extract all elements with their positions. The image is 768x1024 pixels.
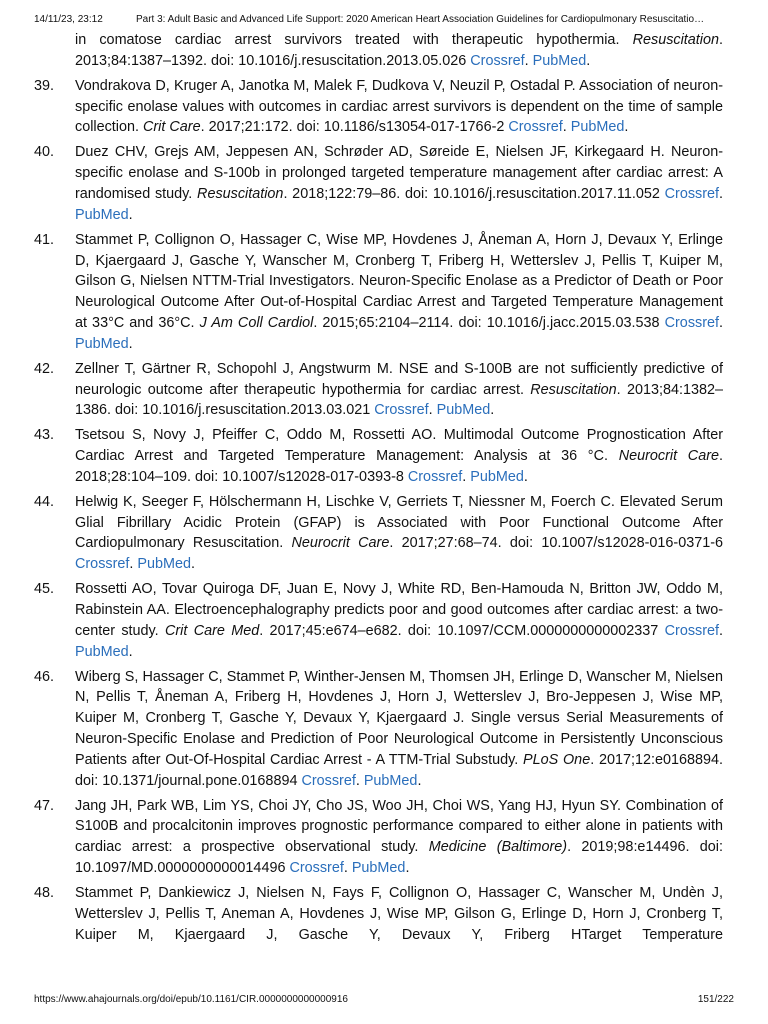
reference-text: Helwig K, Seeger F, Hölschermann H, Lischke V, Gerriets T, Niessner M, Foerch C. Elevated Serum Glial Fibrillary Acidic Protein (GFAP) is Associated with Poor Functional Outcome After Cardiopulmonary Resuscitation. Neurocrit Care. 2017;27:68–74. doi: 10.1007/s12028-016-0371-6 Crossref. PubMed.	[75, 493, 723, 573]
reference-details: . 2017;27:68–74. doi: 10.1007/s12028-016-0371-6	[389, 535, 723, 552]
journal-name: Medicine (Baltimore)	[428, 839, 568, 856]
reference-text: Wiberg S, Hassager C, Stammet P, Winther-Jensen M, Thomsen JH, Erlinge D, Wanscher M, Nielsen N, Pellis T, Åneman A, Friberg H, Hovdenes J, Horn J, Wetterslev J, Bro-Jeppesen J, Wise MP, Kuiper M, Cronberg T, Gasche Y, Devaux Y, Kjaergaard J. Single versus Serial Measurements of Neuron-Specific Enolase and Prediction of Poor Neurological Outcome in Persistently Unconscious Patients after Out-Of-Hospital Cardiac Arrest - A TTM-Trial Substudy. PLoS One. 2017;12:e0168894. doi: 10.1371/journal.pone.0168894 Crossref. PubMed.	[75, 668, 724, 789]
reference-item	[34, 667, 723, 792]
pubmed-link[interactable]: PubMed	[137, 556, 191, 573]
journal-name: Crit Care Med	[165, 622, 260, 639]
reference-number: 39.	[34, 77, 55, 94]
reference-text: Vondrakova D, Kruger A, Janotka M, Malek F, Dudkova V, Neuzil P, Ostadal P. Association of neuron-specific enolase values with outcomes in cardiac arrest survivors is dependent on the time of sample collection. Crit Care. 2017;21:172. doi: 10.1186/s13054-017-1766-2 Crossref. PubMed.	[75, 77, 723, 136]
reference-number: 44.	[34, 493, 55, 510]
reference-details: . 2017;12:e0168894. doi: 10.1371/journal.pone.0168894	[75, 751, 724, 789]
reference-details: . 2017;45:e674–e682. doi: 10.1097/CCM.0000000000002337	[259, 622, 659, 639]
pubmed-link[interactable]: PubMed	[75, 335, 129, 352]
reference-text: Zellner T, Gärtner R, Schopohl J, Angstwurm M. NSE and S-100B are not sufficiently predictive of neurologic outcome after therapeutic hypothermia for cardiac arrest. Resuscitation. 2013;84:1382–1386. doi: 10.1016/j.resuscitation.2013.03.021 Crossref. PubMed.	[75, 360, 724, 419]
reference-text: in comatose cardiac arrest survivors treated with therapeutic hypothermia. Resuscitation. 2013;84:1387–1392. doi: 10.1016/j.resuscitation.2013.05.026 Crossref. PubMed.	[75, 32, 723, 69]
reference-body: Wiberg S, Hassager C, Stammet P, Winther-Jensen M, Thomsen JH, Erlinge D, Wanscher M, Nielsen N, Pellis T, Åneman A, Friberg H, Hovdenes J, Horn J, Wetterslev J, Bro-Jeppesen J, Wise MP, Kuiper M, Cronberg T, Gasche Y, Devaux Y, Kjaergaard J. Single versus Serial Measurements of Neuron-Specific Enolase and Prediction of Poor Neurological Outcome in Persistently Unconscious Patients after Out-Of-Hospital Cardiac Arrest - A TTM-Trial Substudy.	[75, 668, 723, 768]
crossref-link[interactable]: Crossref	[407, 468, 463, 485]
reference-number: 46.	[34, 668, 55, 685]
pubmed-link[interactable]: PubMed	[351, 859, 406, 876]
reference-text: Tsetsou S, Novy J, Pfeiffer C, Oddo M, Rossetti AO. Multimodal Outcome Prognostication After Cardiac Arrest and Targeted Temperature Management: Analysis at 36 °C. Neurocrit Care. 2018;28:104–109. doi: 10.1007/s12028-017-0393-8 Crossref. PubMed.	[75, 427, 724, 485]
journal-name: Crit Care	[143, 119, 201, 136]
reference-text: Jang JH, Park WB, Lim YS, Choi JY, Cho JS, Woo JH, Choi WS, Yang HJ, Hyun SY. Combination of S100B and procalcitonin improves prognostic performance compared to either alone in patients with cardiac arrest: a prospective observational study. Medicine (Baltimore). 2019;98:e14496. doi: 10.1097/MD.0000000000014496 Crossref. PubMed.	[75, 797, 724, 876]
crossref-link[interactable]: Crossref	[664, 314, 719, 331]
reference-details: . 2013;84:1382–1386. doi: 10.1016/j.resuscitation.2013.03.021	[75, 381, 724, 419]
reference-number: 40.	[34, 144, 55, 161]
pubmed-link[interactable]: PubMed	[470, 468, 524, 485]
crossref-link[interactable]: Crossref	[374, 402, 429, 419]
journal-name: PLoS One	[523, 751, 591, 768]
crossref-link[interactable]: Crossref	[301, 772, 356, 789]
reference-body: Zellner T, Gärtner R, Schopohl J, Angstwurm M. NSE and S-100B are not sufficiently predictive of neurologic outcome after therapeutic hypothermia for cardiac arrest.	[75, 360, 723, 398]
pubmed-link[interactable]: PubMed	[570, 119, 625, 136]
page-number: 151/222	[697, 994, 734, 1005]
reference-details: . 2017;21:172. doi: 10.1186/s13054-017-1766-2	[200, 119, 505, 136]
reference-body: Tsetsou S, Novy J, Pfeiffer C, Oddo M, Rossetti AO. Multimodal Outcome Prognostication After Cardiac Arrest and Targeted Temperature Management: Analysis at 36 °C.	[75, 427, 723, 465]
reference-list	[34, 30, 723, 950]
reference-details: . 2018;28:104–109. doi: 10.1007/s12028-017-0393-8	[75, 448, 724, 485]
reference-details: . 2019;98:e14496. doi: 10.1097/MD.0000000000014496	[75, 839, 724, 876]
reference-number: 42.	[34, 360, 55, 377]
print-header	[34, 13, 734, 27]
reference-number: 43.	[34, 427, 55, 444]
reference-body: Stammet P, Dankiewicz J, Nielsen N, Fays F, Collignon O, Hassager C, Wanscher M, Undèn J, Wetterslev J, Pellis T, Aneman A, Hovdenes J, Wise MP, Gilson G, Erlinge D, Horn J, Cronberg T, Kuiper M, Kjaergaard J, Gasche Y, Devaux Y, Friberg HTarget Temperature	[75, 884, 723, 943]
reference-item	[34, 796, 723, 879]
reference-details: . 2013;84:1387–1392. doi: 10.1016/j.resuscitation.2013.05.026	[75, 32, 723, 69]
reference-text: Duez CHV, Grejs AM, Jeppesen AN, Schrøder AD, Søreide E, Nielsen JF, Kirkegaard H. Neuron-specific enolase and S-100b in prolonged targeted temperature management after cardiac arrest: A randomised study. Resuscitation. 2018;122:79–86. doi: 10.1016/j.resuscitation.2017.11.052 Crossref. PubMed.	[75, 144, 724, 223]
reference-body: Duez CHV, Grejs AM, Jeppesen AN, Schrøder AD, Søreide E, Nielsen JF, Kirkegaard H. Neuron-specific enolase and S-100b in prolonged targeted temperature management after cardiac arrest: A randomised study.	[75, 144, 723, 202]
reference-number: 45.	[34, 581, 55, 598]
crossref-link[interactable]: Crossref	[664, 622, 720, 639]
reference-item	[34, 883, 723, 945]
reference-item	[34, 425, 723, 487]
reference-number: 48.	[34, 884, 55, 901]
pubmed-link[interactable]: PubMed	[75, 206, 129, 223]
reference-text: Stammet P, Collignon O, Hassager C, Wise MP, Hovdenes J, Åneman A, Horn J, Devaux Y, Erlinge D, Kjaergaard J, Gasche Y, Wanscher M, Cronberg T, Friberg H, Wetterslev J, Pellis T, Kuiper M, Gilson G, Nielsen NTTM-Trial Investigators. Neuron-Specific Enolase as a Predictor of Death or Poor Neurological Outcome After Out-of-Hospital Cardiac Arrest and Targeted Temperature Management at 33°C and 36°C. J Am Coll Cardiol. 2015;65:2104–2114. doi: 10.1016/j.jacc.2015.03.538 Crossref. PubMed.	[75, 231, 723, 352]
reference-item	[34, 30, 723, 72]
print-title: Part 3: Adult Basic and Advanced Life Support: 2020 American Heart Association Guidelines for Cardiopulmonary Resuscitatio…	[136, 14, 705, 25]
crossref-link[interactable]: Crossref	[75, 556, 130, 573]
reference-body: Rossetti AO, Tovar Quiroga DF, Juan E, Novy J, White RD, Ben-Hamouda N, Britton JW, Oddo M, Rabinstein AA. Electroencephalography predicts poor and good outcomes after cardiac arrest: a two-center study.	[75, 581, 723, 639]
journal-name: J Am Coll Cardiol	[199, 314, 314, 331]
journal-name: Neurocrit Care	[618, 448, 720, 465]
reference-number: 47.	[34, 797, 55, 814]
reference-body: Vondrakova D, Kruger A, Janotka M, Malek F, Dudkova V, Neuzil P, Ostadal P. Association of neuron-specific enolase values with outcomes in cardiac arrest survivors is dependent on the time of sample collection.	[75, 77, 723, 136]
journal-name: Resuscitation	[632, 32, 719, 48]
reference-body: Helwig K, Seeger F, Hölschermann H, Lischke V, Gerriets T, Niessner M, Foerch C. Elevated Serum Glial Fibrillary Acidic Protein (GFAP) is Associated with Poor Functional Outcome After Cardiopulmonary Resuscitation.	[75, 493, 723, 552]
crossref-link[interactable]: Crossref	[470, 52, 525, 69]
crossref-link[interactable]: Crossref	[664, 185, 720, 202]
reference-number: 41.	[34, 231, 55, 248]
reference-details: . 2018;122:79–86. doi: 10.1016/j.resuscitation.2017.11.052	[283, 185, 660, 202]
reference-details: . 2015;65:2104–2114. doi: 10.1016/j.jacc.2015.03.538	[313, 314, 660, 331]
pubmed-link[interactable]: PubMed	[532, 52, 587, 69]
reference-body: Stammet P, Collignon O, Hassager C, Wise MP, Hovdenes J, Åneman A, Horn J, Devaux Y, Erlinge D, Kjaergaard J, Gasche Y, Wanscher M, Cronberg T, Friberg H, Wetterslev J, Pellis T, Kuiper M, Gilson G, Nielsen NTTM-Trial Investigators. Neuron-Specific Enolase as a Predictor of Death or Poor Neurological Outcome After Out-of-Hospital Cardiac Arrest and Targeted Temperature Management at 33°C and 36°C.	[75, 231, 723, 331]
pubmed-link[interactable]: PubMed	[75, 643, 129, 660]
reference-body: Jang JH, Park WB, Lim YS, Choi JY, Cho JS, Woo JH, Choi WS, Yang HJ, Hyun SY. Combination of S100B and procalcitonin improves prognostic performance compared to either alone in patients with cardiac arrest: a prospective observational study.	[75, 797, 723, 856]
crossref-link[interactable]: Crossref	[508, 119, 563, 136]
crossref-link[interactable]: Crossref	[289, 859, 344, 876]
journal-name: Neurocrit Care	[291, 535, 390, 552]
reference-item	[34, 359, 723, 421]
pubmed-link[interactable]: PubMed	[363, 772, 418, 789]
reference-item	[34, 579, 723, 662]
page-url: https://www.ahajournals.org/doi/epub/10.1161/CIR.0000000000000916	[34, 994, 348, 1005]
pubmed-link[interactable]: PubMed	[436, 402, 491, 419]
reference-item	[34, 76, 723, 138]
reference-body: in comatose cardiac arrest survivors treated with therapeutic hypothermia.	[75, 32, 620, 48]
journal-name: Resuscitation	[530, 381, 617, 398]
journal-name: Resuscitation	[197, 185, 284, 202]
reference-item	[34, 230, 723, 355]
reference-item	[34, 492, 723, 575]
reference-item	[34, 142, 723, 225]
reference-text: Rossetti AO, Tovar Quiroga DF, Juan E, Novy J, White RD, Ben-Hamouda N, Britton JW, Oddo M, Rabinstein AA. Electroencephalography predicts poor and good outcomes after cardiac arrest: a two-center study. Crit Care Med. 2017;45:e674–e682. doi: 10.1097/CCM.0000000000002337 Crossref. PubMed.	[75, 581, 724, 660]
print-footer	[34, 993, 734, 1007]
print-date: 14/11/23, 23:12	[34, 14, 103, 25]
reference-text	[75, 883, 723, 945]
